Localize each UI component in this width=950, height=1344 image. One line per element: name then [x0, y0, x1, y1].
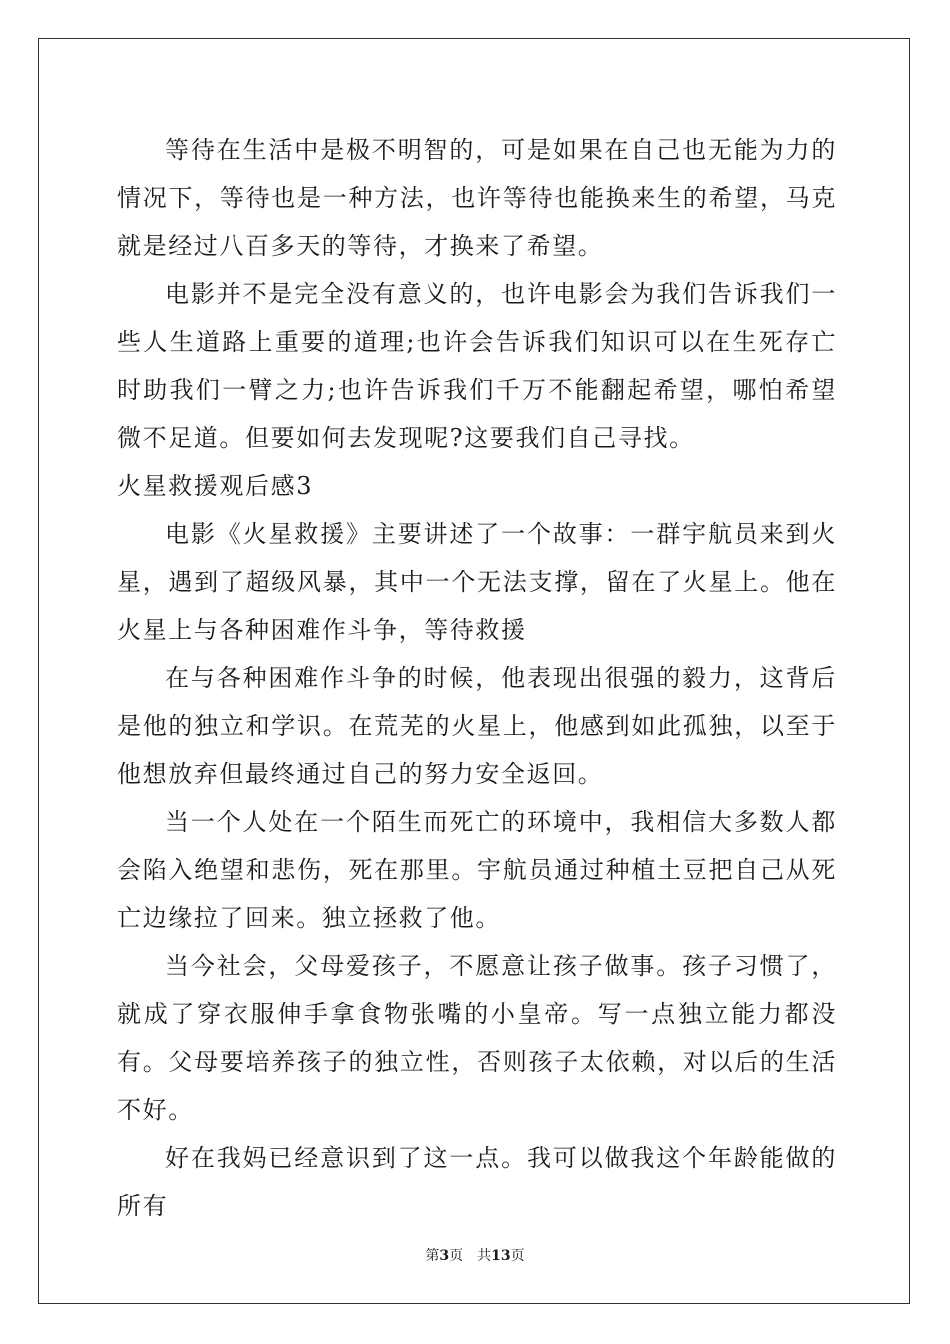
document-body — [117, 126, 837, 1230]
paragraph: 当一个人处在一个陌生而死亡的环境中，我相信大多数人都会陷入绝望和悲伤，死在那里。宇航员通过种植土豆把自己从死亡边缘拉了回来。独立拯救了他。 — [117, 808, 837, 932]
paragraph: 电影并不是完全没有意义的，也许电影会为我们告诉我们一些人生道路上重要的道理;也许会告诉我们知识可以在生死存亡时助我们一臂之力;也许告诉我们千万不能翻起希望，哪怕希望微不足道。但要如何去发现呢?这要我们自己寻找。 — [117, 280, 837, 452]
paragraph: 电影《火星救援》主要讲述了一个故事：一群宇航员来到火星，遇到了超级风暴，其中一个无法支撑，留在了火星上。他在火星上与各种困难作斗争，等待救援 — [117, 520, 837, 644]
page-prefix: 第 — [425, 1248, 440, 1264]
current-page-number: 3 — [439, 1248, 450, 1264]
page-footer — [0, 1246, 950, 1266]
section-title: 火星救援观后感3 — [117, 472, 314, 500]
total-page-number: 13 — [491, 1248, 511, 1264]
page-suffix: 页 — [449, 1248, 464, 1264]
total-suffix: 页 — [510, 1248, 525, 1264]
paragraph: 等待在生活中是极不明智的，可是如果在自己也无能为力的情况下，等待也是一种方法，也许等待也能换来生的希望，马克就是经过八百多天的等待，才换来了希望。 — [117, 136, 837, 260]
paragraph: 在与各种困难作斗争的时候，他表现出很强的毅力，这背后是他的独立和学识。在荒芜的火星上，他感到如此孤独，以至于他想放弃但最终通过自己的努力安全返回。 — [117, 664, 837, 788]
paragraph: 当今社会，父母爱孩子，不愿意让孩子做事。孩子习惯了，就成了穿衣服伸手拿食物张嘴的小皇帝。写一点独立能力都没有。父母要培养孩子的独立性，否则孩子太依赖，对以后的生活不好。 — [117, 952, 837, 1124]
paragraph: 好在我妈已经意识到了这一点。我可以做我这个年龄能做的所有 — [117, 1144, 837, 1220]
total-prefix: 共 — [477, 1248, 492, 1264]
